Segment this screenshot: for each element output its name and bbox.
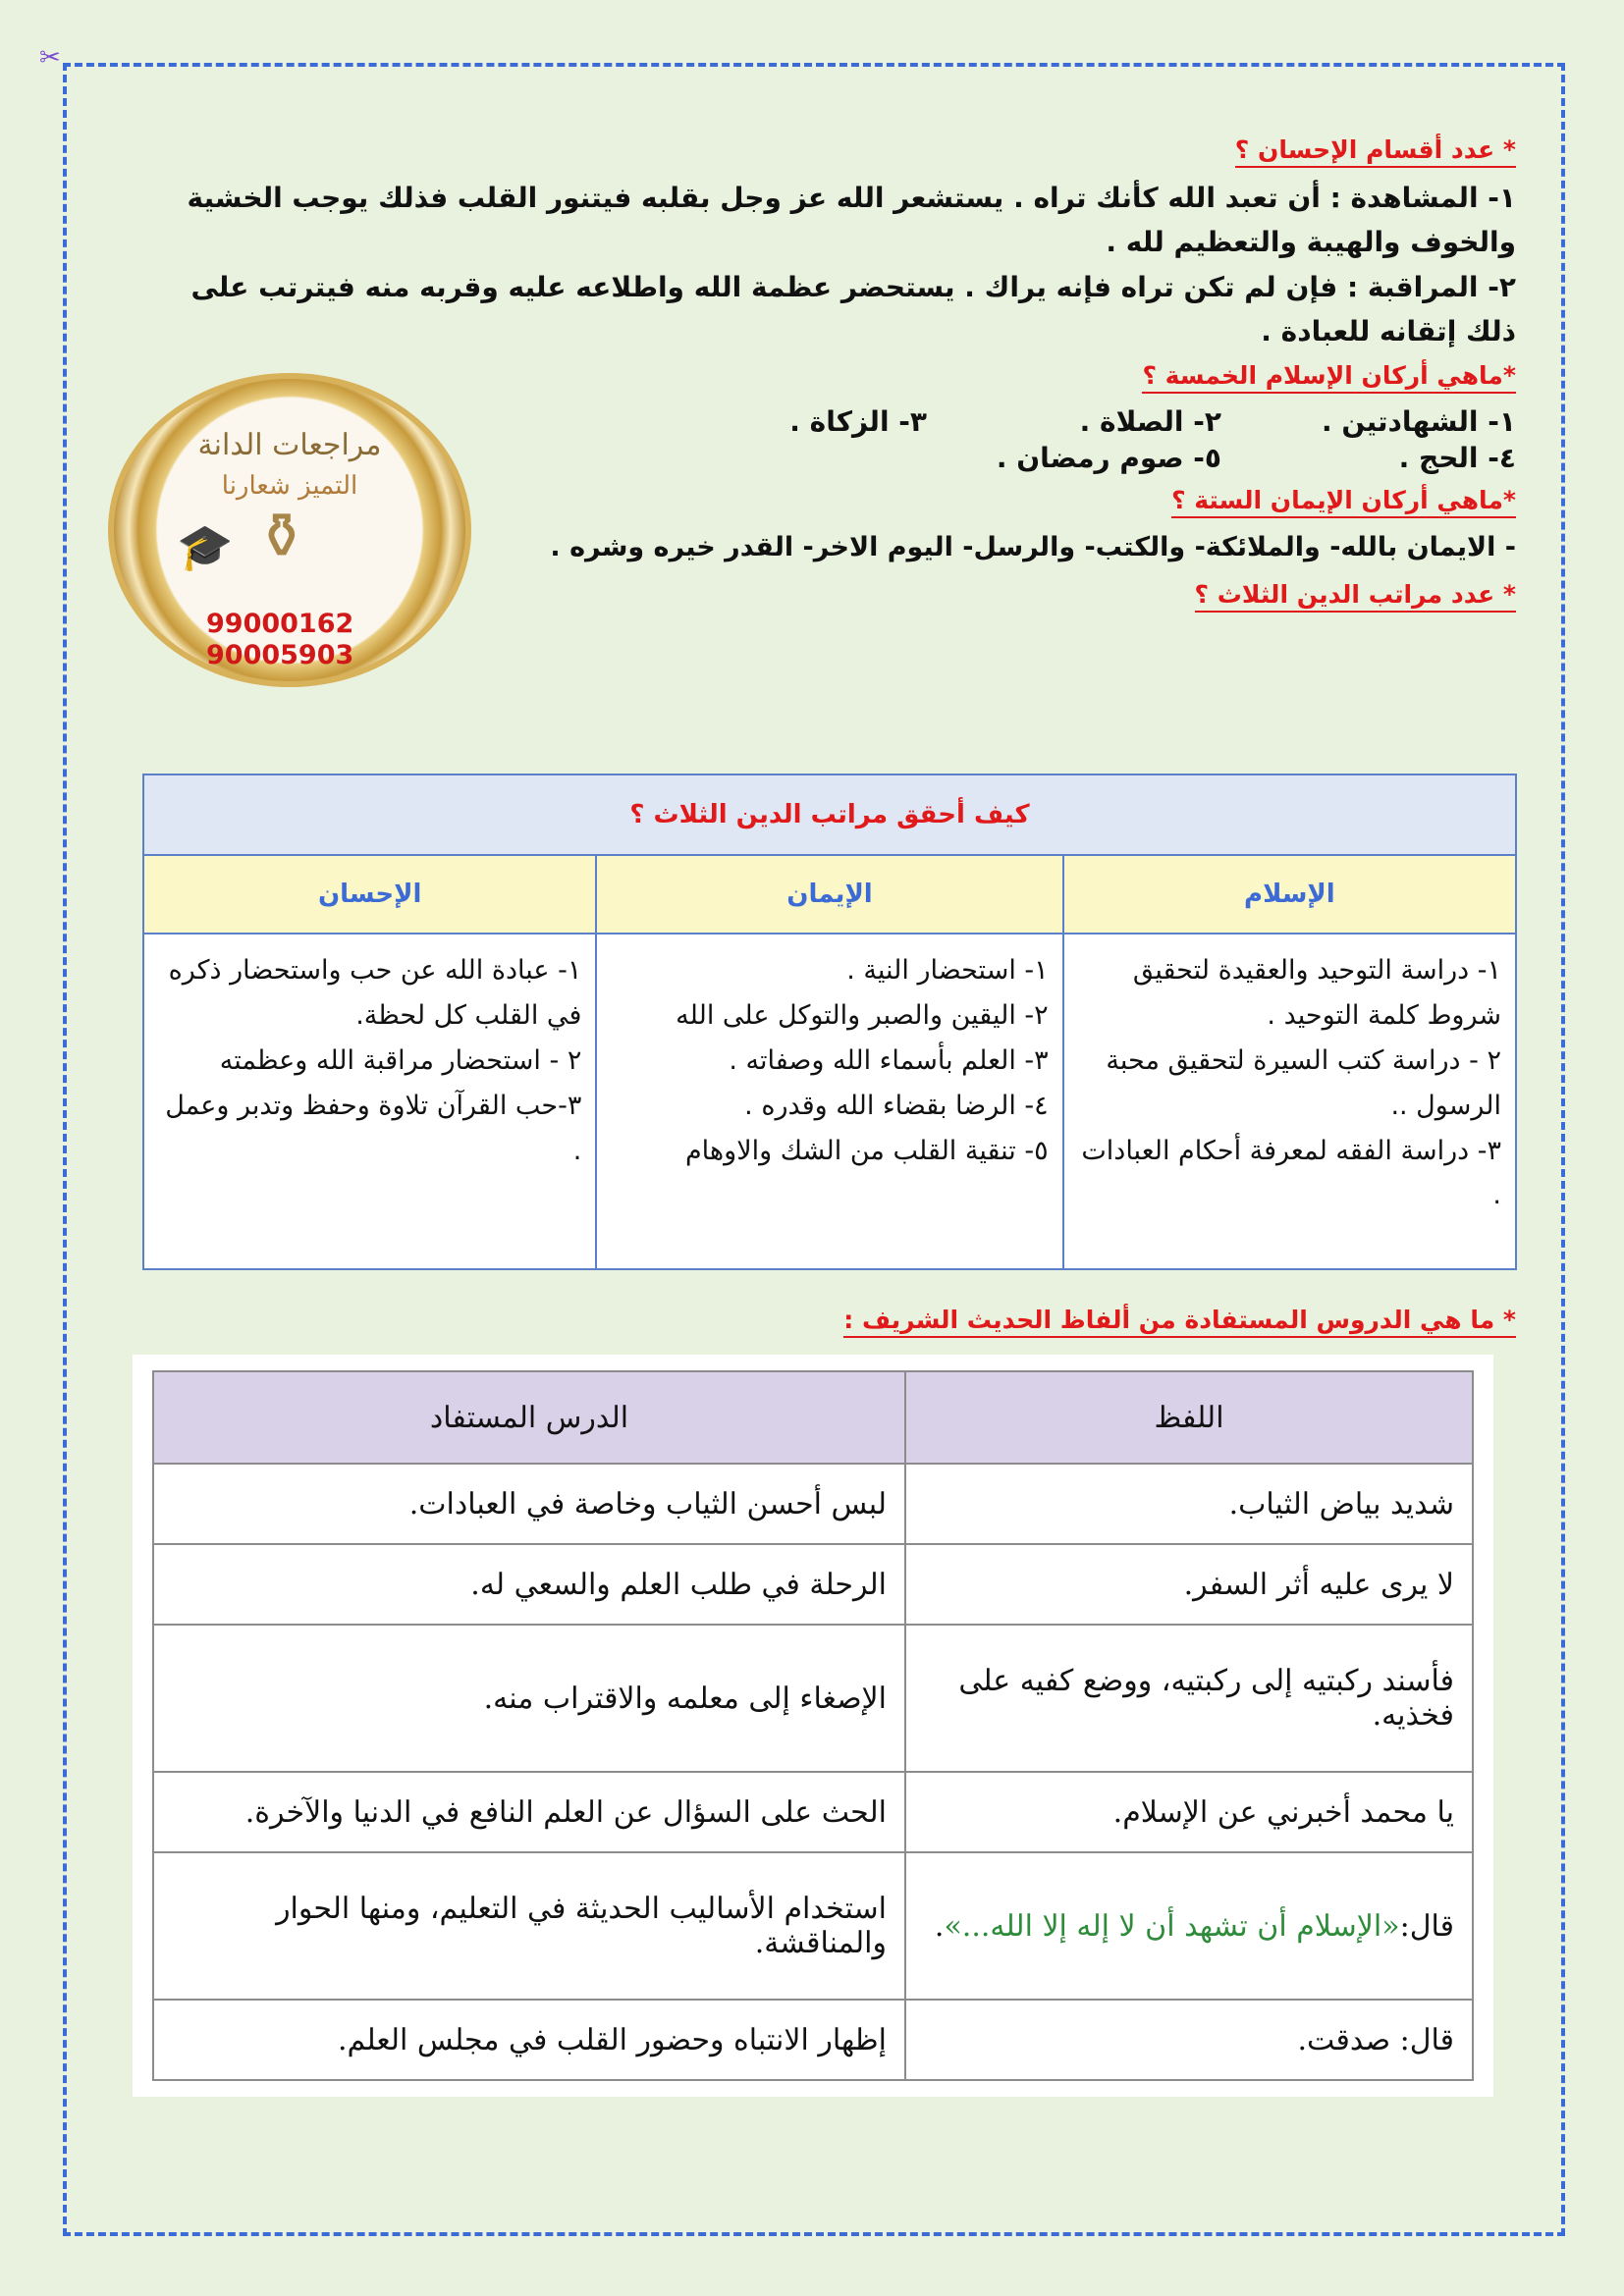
table-row <box>153 1625 1473 1772</box>
islam-pillar: ٥- صوم رمضان . <box>996 442 1221 475</box>
hadith-lessons-table <box>152 1370 1474 2081</box>
scissors-icon: ✂ <box>39 43 61 73</box>
ranks-cell-ihsan <box>143 934 596 1269</box>
ihsan-item-2-head: ٢- المراقبة : فإن لم تكن تراه فإنه يراك . <box>964 270 1516 303</box>
list-item: ١- عبادة الله عن حب واستحضار ذكره في القلب كل لحظة. <box>168 955 582 1031</box>
islam-pillar: ١- الشهادتين . <box>1322 405 1516 439</box>
islam-pillar: ٢- الصلاة . <box>1079 405 1221 439</box>
islam-pillars-row-2 <box>632 442 1516 474</box>
question-iman-pillars: *ماهي أركان الإيمان الستة ؟ <box>1171 486 1516 518</box>
list-item: ١- دراسة التوحيد والعقيدة لتحقيق شروط كلمة التوحيد . <box>1132 955 1501 1031</box>
list-item: ٢ - استحضار مراقبة الله وعظمته <box>219 1044 582 1076</box>
logo-line-1: مراجعات الدانة <box>197 428 382 462</box>
hadith-word: شديد بياض الثياب. <box>905 1464 1473 1544</box>
hadith-word: قال: صدقت. <box>905 2000 1473 2080</box>
dana-logo <box>108 373 471 687</box>
ihsan-item-1-head: ١- المشاهدة : أن تعبد الله كأنك تراه . <box>1013 182 1516 214</box>
table-row <box>153 2000 1473 2080</box>
hadith-word <box>905 1852 1473 2000</box>
list-item: ١- استحضار النية . <box>846 955 1049 986</box>
logo-phone-1: 99000162 <box>206 609 354 639</box>
hadith-lesson: الحث على السؤال عن العلم النافع في الدنيا والآخرة. <box>153 1772 905 1852</box>
list-item: ٣-حب القرآن تلاوة وحفظ وتدبر وعمل . <box>165 1090 582 1166</box>
table-row <box>153 1464 1473 1544</box>
list-item: ٣- دراسة الفقه لمعرفة أحكام العبادات . <box>1081 1135 1501 1211</box>
ihsan-item-2-body: يستحضر عظمة الله واطلاعه عليه وقربه منه فيترتب على ذلك إتقانه للعبادة . <box>190 270 1516 348</box>
ranks-cell-islam <box>1063 934 1516 1269</box>
islam-pillars-row-1 <box>632 405 1516 438</box>
hadith-lesson: إظهار الانتباه وحضور القلب في مجلس العلم. <box>153 2000 905 2080</box>
question-lessons: * ما هي الدروس المستفادة من ألفاظ الحديث الشريف : <box>843 1306 1516 1338</box>
hadith-lesson: الإصغاء إلى معلمه والاقتراب منه. <box>153 1625 905 1772</box>
hadith-lesson: استخدام الأساليب الحديثة في التعليم، ومنها الحوار والمناقشة. <box>153 1852 905 2000</box>
ranks-cell-iman <box>596 934 1062 1269</box>
question-ranks: * عدد مراتب الدين الثلاث ؟ <box>1195 580 1516 613</box>
ranks-table-title: كيف أحقق مراتب الدين الثلاث ؟ <box>143 774 1516 855</box>
ranks-header-ihsan: الإحسان <box>143 855 596 934</box>
list-item: ٢ - دراسة كتب السيرة لتحقيق محبة الرسول .. <box>1106 1044 1501 1121</box>
hadith-word: فأسند ركبتيه إلى ركبتيه، ووضع كفيه على فخذيه. <box>905 1625 1473 1772</box>
ihsan-item-1 <box>141 176 1516 265</box>
hadith-lessons-panel <box>133 1355 1493 2097</box>
hadith-header-lesson: الدرس المستفاد <box>153 1371 905 1464</box>
question-ihsan: * عدد أقسام الإحسان ؟ <box>1235 135 1516 168</box>
ihsan-item-2 <box>141 265 1516 354</box>
logo-phone-2: 90005903 <box>206 640 354 670</box>
islam-pillar: ٣- الزكاة . <box>789 405 927 439</box>
hadith-lesson: لبس أحسن الثياب وخاصة في العبادات. <box>153 1464 905 1544</box>
list-item: ٢- اليقين والصبر والتوكل على الله <box>676 999 1049 1031</box>
hadith-word: لا يرى عليه أثر السفر. <box>905 1544 1473 1625</box>
hadith-word-suffix: . <box>934 1908 945 1944</box>
list-item: ٥- تنقية القلب من الشك والاوهام <box>684 1135 1049 1166</box>
iman-answer: - الايمان بالله- والملائكة- والكتب- والرسل- اليوم الاخر- القدر خيره وشره . <box>550 532 1516 563</box>
list-item: ٣- العلم بأسماء الله وصفاته . <box>729 1044 1049 1076</box>
hadith-quote: «الإسلام أن تشهد أن لا إله إلا الله...» <box>944 1908 1400 1944</box>
table-row <box>153 1852 1473 2000</box>
coffee-pot-icon: ⚱ <box>255 501 308 573</box>
hadith-lesson: الرحلة في طلب العلم والسعي له. <box>153 1544 905 1625</box>
hadith-word-prefix: قال: <box>1399 1908 1454 1944</box>
islam-pillar: ٤- الحج . <box>1398 442 1516 475</box>
ranks-header-islam: الإسلام <box>1063 855 1516 934</box>
question-islam-pillars: *ماهي أركان الإسلام الخمسة ؟ <box>1142 361 1516 394</box>
ranks-header-iman: الإيمان <box>596 855 1062 934</box>
table-row <box>153 1544 1473 1625</box>
table-row <box>153 1772 1473 1852</box>
logo-line-2: التميز شعارنا <box>221 471 358 501</box>
ranks-table <box>142 774 1517 1270</box>
ihsan-item-1-body: يستشعر الله عز وجل بقلبه فيتنور القلب فذلك يوجب الخشية والخوف والهيبة والتعظيم لله . <box>187 182 1516 259</box>
hadith-header-word: اللفظ <box>905 1371 1473 1464</box>
list-item: ٤- الرضا بقضاء الله وقدره . <box>744 1090 1049 1121</box>
graduates-icon: 🎓 <box>177 520 234 573</box>
hadith-word: يا محمد أخبرني عن الإسلام. <box>905 1772 1473 1852</box>
